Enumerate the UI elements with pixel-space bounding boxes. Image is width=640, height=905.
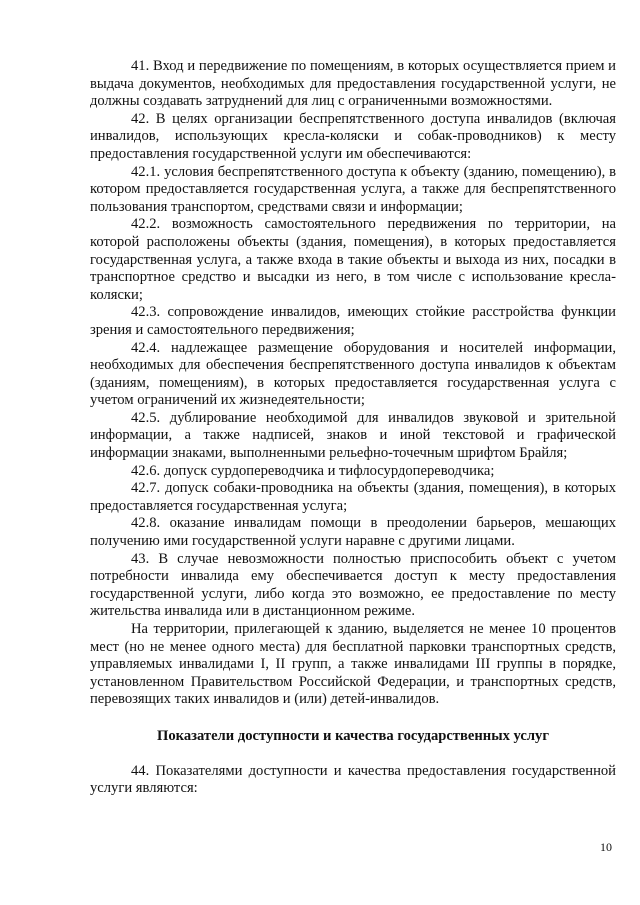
paragraph-43: 43. В случае невозможности полностью приспособить объект с учетом потребности инвалида ему обеспечивается доступ к месту предоставления государственной услуги, либо когда это возможно, ее предоставление по месту жительства инвалида или в дистанционном режиме. <box>90 550 616 620</box>
paragraph-42-2: 42.2. возможность самостоятельного передвижения по территории, на которой расположены объекты (здания, помещения), в которых предоставляется государственная услуга, а также входа в такие объекты и выхода из них, посадки в транспортное средство и высадки из него, в том числе с использование кресла-коляски; <box>90 216 616 303</box>
paragraph-42-8: 42.8. оказание инвалидам помощи в преодолении барьеров, мешающих получению ими государственной услуги наравне с другими лицами. <box>90 515 616 550</box>
paragraph-44: 44. Показателями доступности и качества предоставления государственной услуги являются: <box>90 762 616 797</box>
paragraph-42-4: 42.4. надлежащее размещение оборудования и носителей информации, необходимых для обеспечения беспрепятственного доступа инвалидов к объектам (зданиям, помещениям), в которых предоставляется государственная услуга с учетом ограничений их жизнедеятельности; <box>90 339 616 409</box>
page-number: 10 <box>600 840 612 854</box>
paragraph-42: 42. В целях организации беспрепятственного доступа инвалидов (включая инвалидов, использующих кресла-коляски и собак-проводников) к месту предоставления государственной услуги им обеспечиваются: <box>90 110 616 162</box>
paragraph-42-1: 42.1. условия беспрепятственного доступа к объекту (зданию, помещению), в котором предоставляется государственная услуга, а также для беспрепятственного пользования транспортом, средствами связи и информации; <box>90 163 616 215</box>
paragraph-42-5: 42.5. дублирование необходимой для инвалидов звуковой и зрительной информации, а также надписей, знаков и иной текстовой и графической информации знаками, выполненными рельефно-точечным шрифтом Брайля; <box>90 409 616 462</box>
paragraph-41: 41. Вход и передвижение по помещениям, в которых осуществляется прием и выдача документов, необходимых для предоставления государственной услуги, не должны создавать затруднений для лиц с ограниченными возможностями. <box>90 58 616 110</box>
section-heading: Показатели доступности и качества государственных услуг <box>157 727 549 744</box>
paragraph-42-6: 42.6. допуск сурдопереводчика и тифлосурдопереводчика; <box>131 462 495 479</box>
paragraph-42-7: 42.7. допуск собаки-проводника на объекты (здания, помещения), в которых предоставляется государственная услуга; <box>90 480 616 514</box>
document-page <box>90 58 616 798</box>
paragraph-42-3: 42.3. сопровождение инвалидов, имеющих стойкие расстройства функции зрения и самостоятельного передвижения; <box>90 304 616 338</box>
paragraph-parking: На территории, прилегающей к зданию, выделяется не менее 10 процентов мест (но не менее одного места) для бесплатной парковки транспортных средств, управляемых инвалидами I, II групп, а также инвалидами III группы в порядке, установленном Правительством Российской Федерации, и транспортных средств, перевозящих таких инвалидов и (или) детей-инвалидов. <box>90 621 616 708</box>
